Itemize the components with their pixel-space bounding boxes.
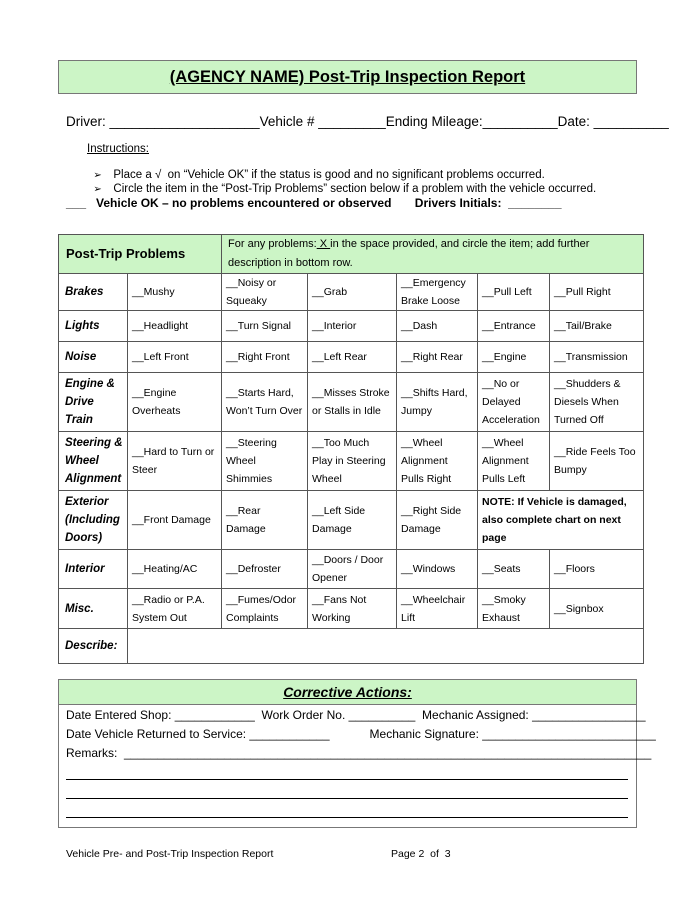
footer-page-number: Page 2 of 3 <box>391 848 451 860</box>
checklist-item[interactable]: __Right Rear <box>397 342 478 373</box>
table-row <box>59 589 644 629</box>
table-row <box>59 491 644 550</box>
checklist-item[interactable]: __Rear Damage <box>222 491 308 550</box>
checklist-item[interactable]: __Transmission <box>550 342 644 373</box>
checklist-item[interactable]: __Wheelchair Lift <box>397 589 478 629</box>
header-right-post: in the space provided, and circle the item; add further description in bottom row. <box>228 238 590 269</box>
arrow-bullet-icon: ➢ <box>93 170 102 181</box>
checklist-item[interactable]: __Starts Hard, Won’t Turn Over <box>222 373 308 432</box>
checklist-item[interactable]: __Doors / Door Opener <box>308 550 397 589</box>
checklist-item[interactable]: __Fumes/Odor Complaints <box>222 589 308 629</box>
return-service-line[interactable]: Date Vehicle Returned to Service: ____________ Mechanic Signature: __________________________ <box>66 727 656 741</box>
instruction-text: Circle the item in the “Post-Trip Problems” section below if a problem with the vehicle occurred. <box>113 183 597 195</box>
checklist-item[interactable]: __Front Damage <box>128 491 222 550</box>
category-label: Lights <box>59 311 128 342</box>
checklist-item[interactable]: __Entrance <box>478 311 550 342</box>
header-right-pre: For any problems: <box>228 238 317 250</box>
corrective-actions-heading: Corrective Actions: <box>58 679 637 705</box>
report-title: (AGENCY NAME) Post-Trip Inspection Report <box>58 60 637 94</box>
checklist-item[interactable]: __Tail/Brake <box>550 311 644 342</box>
remarks-line[interactable]: Remarks: _______________________________________________________________________________ <box>66 746 652 760</box>
describe-label: Describe: <box>59 629 128 664</box>
table-row <box>59 311 644 342</box>
checklist-item[interactable]: __No or Delayed Acceleration <box>478 373 550 432</box>
checklist-item[interactable]: __Hard to Turn or Steer <box>128 432 222 491</box>
checklist-item[interactable]: __Dash <box>397 311 478 342</box>
checklist-item[interactable]: __Heating/AC <box>128 550 222 589</box>
checklist-item[interactable]: __Engine Overheats <box>128 373 222 432</box>
table-row <box>59 274 644 311</box>
post-trip-problems-header: Post-Trip Problems <box>59 235 222 274</box>
category-label: Engine & Drive Train <box>59 373 128 432</box>
checklist-item[interactable]: __Signbox <box>550 589 644 629</box>
header-right-x: X <box>316 238 331 250</box>
corrective-actions-box <box>58 705 656 828</box>
checklist-item[interactable]: __Left Front <box>128 342 222 373</box>
checklist-item[interactable]: __Grab <box>308 274 397 311</box>
checklist-item[interactable]: __Steering Wheel Shimmies <box>222 432 308 491</box>
vehicle-ok-line[interactable]: ___ Vehicle OK – no problems encountered or observed Drivers Initials: ________ <box>66 196 562 210</box>
category-label: Noise <box>59 342 128 373</box>
checklist-item[interactable]: __Fans Not Working <box>308 589 397 629</box>
checklist-item[interactable]: __Seats <box>478 550 550 589</box>
category-label: Misc. <box>59 589 128 629</box>
checklist-item[interactable]: __Too Much Play in Steering Wheel <box>308 432 397 491</box>
checklist-item[interactable]: __Radio or P.A. System Out <box>128 589 222 629</box>
table-row <box>59 373 644 432</box>
checklist-item[interactable]: __Right Front <box>222 342 308 373</box>
checklist-item[interactable]: __Left Side Damage <box>308 491 397 550</box>
describe-field[interactable] <box>128 629 644 664</box>
table-row <box>59 342 644 373</box>
checklist-item[interactable]: __Wheel Alignment Pulls Left <box>478 432 550 491</box>
post-trip-problems-table <box>58 234 644 664</box>
checklist-item[interactable]: __Smoky Exhaust <box>478 589 550 629</box>
checklist-item[interactable]: __Floors <box>550 550 644 589</box>
instruction-bullet-2 <box>87 171 596 195</box>
checklist-item[interactable]: __Pull Right <box>550 274 644 311</box>
checklist-item[interactable]: __Interior <box>308 311 397 342</box>
instructions-cell <box>222 235 644 274</box>
checklist-item[interactable]: __Shifts Hard, Jumpy <box>397 373 478 432</box>
checklist-item[interactable]: __Engine <box>478 342 550 373</box>
category-label: Brakes <box>59 274 128 311</box>
footer-document-title: Vehicle Pre- and Post-Trip Inspection Report <box>66 848 274 860</box>
instructions-heading: Instructions: <box>87 143 149 155</box>
category-label: Exterior (Including Doors) <box>59 491 128 550</box>
checklist-item[interactable]: __Right Side Damage <box>397 491 478 550</box>
category-label: Steering & Wheel Alignment <box>59 432 128 491</box>
checklist-item[interactable]: __Noisy or Squeaky <box>222 274 308 311</box>
shop-entry-line[interactable]: Date Entered Shop: ____________ Work Order No. __________ Mechanic Assigned: _________________ <box>66 708 646 722</box>
driver-vehicle-line[interactable]: Driver: ____________________Vehicle # _________Ending Mileage:__________Date: __________ <box>66 114 669 129</box>
describe-row <box>59 629 644 664</box>
checklist-item[interactable]: __Emergency Brake Loose <box>397 274 478 311</box>
remarks-rule[interactable] <box>66 798 628 799</box>
checklist-item[interactable]: __Headlight <box>128 311 222 342</box>
table-row <box>59 432 644 491</box>
checklist-item[interactable]: __Shudders & Diesels When Turned Off <box>550 373 644 432</box>
remarks-rule[interactable] <box>66 817 628 818</box>
checklist-item[interactable]: __Defroster <box>222 550 308 589</box>
instruction-text: Place a √ on “Vehicle OK” if the status is good and no significant problems occurred. <box>113 169 545 181</box>
checklist-item[interactable]: __Mushy <box>128 274 222 311</box>
checklist-item[interactable]: __Wheel Alignment Pulls Right <box>397 432 478 491</box>
checklist-item[interactable]: __Windows <box>397 550 478 589</box>
category-label: Interior <box>59 550 128 589</box>
remarks-rule[interactable] <box>66 779 628 780</box>
checklist-item[interactable]: __Turn Signal <box>222 311 308 342</box>
arrow-bullet-icon: ➢ <box>93 184 102 195</box>
table-row <box>59 550 644 589</box>
checklist-item[interactable]: __Pull Left <box>478 274 550 311</box>
checklist-item[interactable]: __Misses Stroke or Stalls in Idle <box>308 373 397 432</box>
checklist-item[interactable]: __Ride Feels Too Bumpy <box>550 432 644 491</box>
damage-note: NOTE: If Vehicle is damaged, also complete chart on next page <box>478 491 644 550</box>
checklist-item[interactable]: __Left Rear <box>308 342 397 373</box>
